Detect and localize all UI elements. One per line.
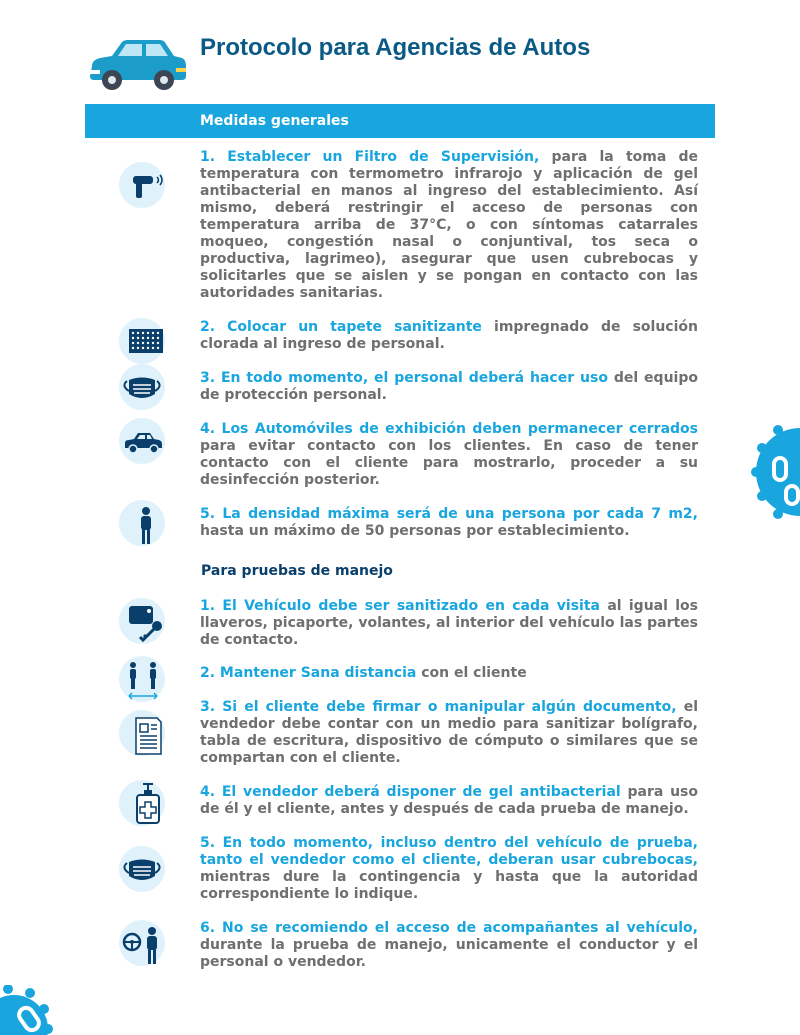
virus-decoration-icon	[0, 985, 56, 1035]
general-item-4: 4. Los Automóviles de exhibición deben permanecer cerrados para evitar contacto con los clientes. En caso de tener contacto con el cliente para mostrarlo, proceder a su desinfección posterior.	[200, 421, 698, 488]
section-band	[85, 104, 715, 138]
driving-item-3: 3. Si el cliente debe firmar o manipular algún documento, el vendedor debe contar con un medio para sanitizar bolígrafo, tabla de escritura, dispositivo de cómputo o similares que se compartan con el cliente.	[200, 699, 699, 766]
car-logo-icon	[88, 36, 188, 92]
social-distance-icon	[119, 656, 165, 702]
driving-test-heading: Para pruebas de manejo	[201, 563, 393, 579]
driving-item-6: 6. No se recomiendo el acceso de acompañantes al vehículo, durante la prueba de manejo, unicamente el conductor y el personal o vendedor.	[200, 920, 698, 970]
general-item-3: 3. En todo momento, el personal deberá hacer uso del equipo de protección personal.	[200, 370, 698, 403]
mat-icon	[119, 318, 165, 364]
face-mask-icon	[119, 846, 165, 892]
driving-item-2: 2. Mantener Sana distancia con el cliente	[200, 665, 527, 681]
driving-item-4: 4. El vendedor deberá disponer de gel antibacterial para uso de él y el cliente, antes y después de cada prueba de manejo.	[200, 784, 698, 817]
car-key-icon	[119, 598, 165, 644]
section-band-label: Medidas generales	[200, 113, 349, 129]
thermometer-icon	[119, 162, 165, 208]
general-item-1: 1. Establecer un Filtro de Supervisión, para la toma de temperatura con termometro infrarojo y aplicación de gel antibacterial en manos al ingreso del establecimiento. Así mismo, deberá restringir el acceso de personas con temperatura arriba de 37°C, o con síntomas catarrales moqueo, congestión nasal o conjuntival, tos seca o productiva, lagrimeo), asegurar que usen cubrebocas y solicitarles que se aislen y se pongan en contacto con las autoridades sanitarias.	[200, 149, 698, 301]
general-item-5: 5. La densidad máxima será de una persona por cada 7 m2, hasta un máximo de 50 personas por establecimiento.	[200, 506, 698, 539]
document-icon	[119, 710, 165, 756]
sanitizer-bottle-icon	[119, 780, 165, 826]
car-icon	[119, 418, 165, 464]
face-mask-icon	[119, 364, 165, 410]
general-item-2: 2. Colocar un tapete sanitizante impregnado de solución clorada al ingreso de personal.	[200, 319, 698, 352]
driver-icon	[119, 920, 165, 966]
virus-decoration-icon	[748, 420, 800, 525]
page-title: Protocolo para Agencias de Autos	[200, 34, 591, 61]
person-icon	[119, 500, 165, 546]
driving-item-5: 5. En todo momento, incluso dentro del vehículo de prueba, tanto el vendedor como el cliente, deberan usar cubrebocas, mientras dure la contingencia y hasta que la autoridad correspondiente lo indique.	[200, 835, 698, 902]
driving-item-1: 1. El Vehículo debe ser sanitizado en cada visita al igual los llaveros, picaporte, volantes, al interior del vehículo las partes de contacto.	[200, 598, 698, 648]
